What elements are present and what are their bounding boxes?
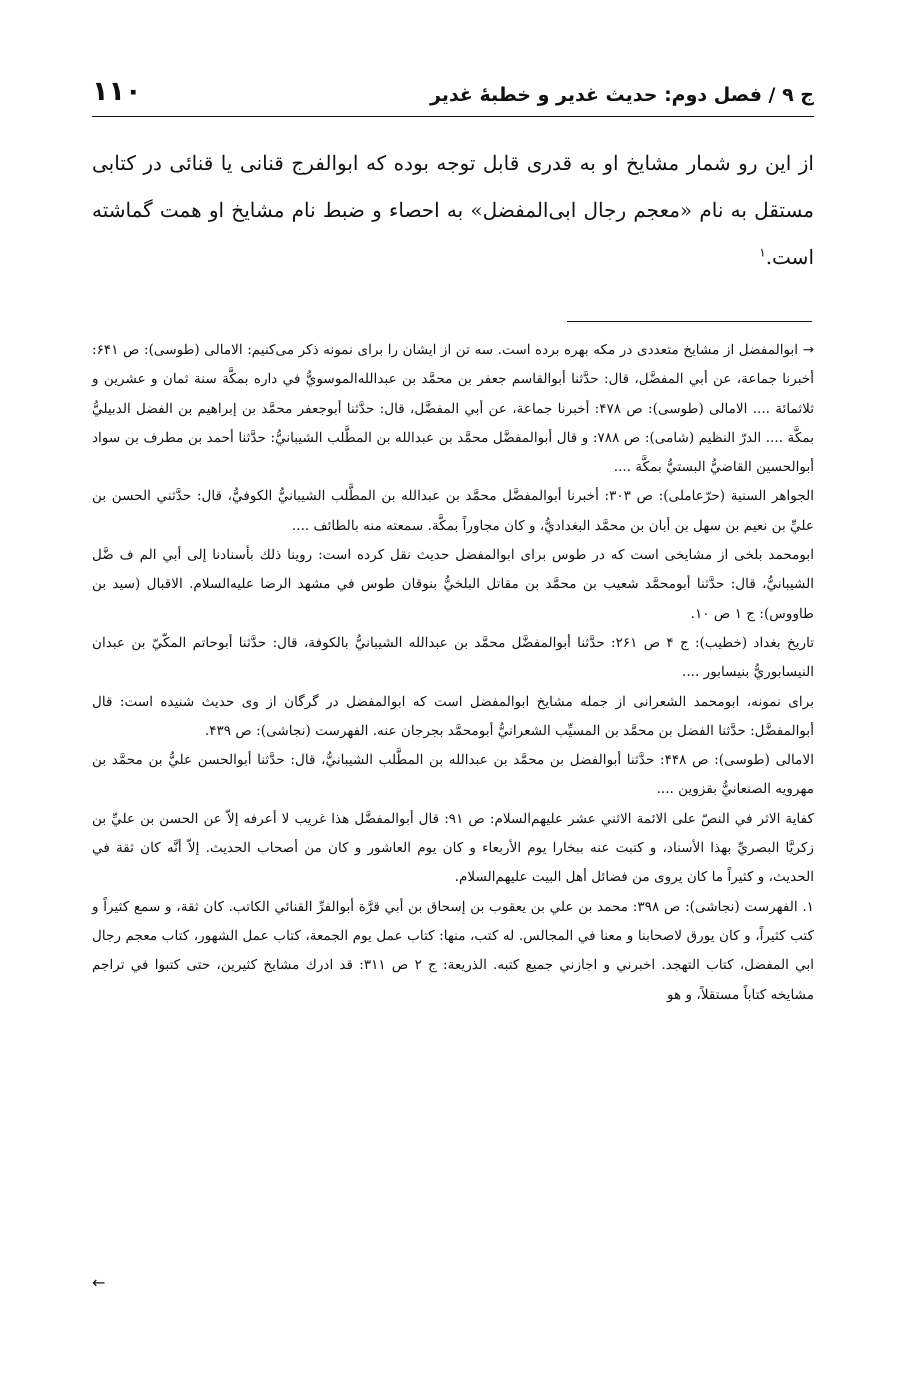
footnotes <box>92 336 814 1010</box>
footnote-paragraph: برای نمونه، ابومحمد الشعرانی از جمله مشایخ ابوالمفضل است که ابوالمفضل در گرگان از وی حدیث شنیده است: قال أبوالمفضَّل: حدَّثنا الفضل بن محمَّد بن المسيِّب الشعرانيُّ أبومحمَّد بجرجان عنه. الفهرست (نجاشی): ص ۴۳۹. <box>92 693 814 739</box>
footnote-paragraph: تاریخ بغداد (خطیب): ج ۴ ص ۲۶۱: حدَّثنا أبوالمفضَّل محمَّد بن عبدالله الشيبانيُّ بالكوفة، قال: حدَّثنا أبوحاتم المكّيّ بن عبدان النيسابوريُّ بنيسابور .... <box>92 634 814 681</box>
footnote-paragraph: الامالی (طوسی): ص ۴۴۸: حدَّثنا أبوالفضل بن محمَّد بن عبدالله بن المطَّلب الشيبانيُّ، قال: حدَّثنا أبوالحسن عليُّ بن محمَّد بن مهرويه الصنعانيُّ بقزوين .... <box>92 752 814 798</box>
header-rule <box>92 116 814 117</box>
footnote-1: ۱. الفهرست (نجاشی): ص ۳۹۸: محمد بن علي بن يعقوب بن إسحاق بن أبي قرَّة أبوالفرِّ القنائي الكاتب. كان ثقة، و سمع كثيراً و كتب كثيراً، و كان يورق لاصحابنا و معنا في المجالس. له كتب، منها: كتاب عمل يوم الجمعة، كتاب عمل الشهور، كتاب معجم رجال ابي المفضل، كتاب التهجد. اخبرني و اجازني جميع كتبه. الذريعة: ج ۲ ص ۳۱۱: قد ادرك مشايخ كثيرين، حتى كتبوا في تراجم مشايخه كتاباً مستقلاً، و هو <box>92 898 815 1003</box>
main-paragraph-text: از این رو شمار مشایخ او به قدری قابل توجه بوده که ابوالفرج قنانی یا قنائی در کتابی مستقل به نام «معجم رجال ابی‌المفضل» به احصاء و ضبط نام مشایخ او همت گماشته است. <box>92 151 814 269</box>
next-page-arrow-icon: ← <box>92 1273 106 1292</box>
main-paragraph <box>92 140 814 281</box>
page-header <box>92 70 814 112</box>
footnote-separator <box>567 321 812 322</box>
page-number: ۱۱۰ <box>92 76 142 107</box>
footnote-reference: ۱ <box>759 245 766 260</box>
footnote-paragraph: ابومحمد بلخی از مشایخی است که در طوس برای ابوالمفضل حدیث نقل کرده است: روينا ذلك بأسنادنا إلى أبي الم ف ضَّل الشيبانيُّ، قال: حدَّثنا أبومحمَّد شعيب بن محمَّد بن مقاتل البلخيُّ بنوقان طوس في مشهد الرضا عليه‌السلام. الاقبال (سید بن طاووس): ج ۱ ص ۱۰. <box>92 547 814 622</box>
running-head: ج ۹ / فصل دوم: حدیث غدیر و خطبهٔ غدیر <box>429 84 814 106</box>
footnote-paragraph: الجواهر السنية (حرّعاملی): ص ۳۰۳: أخبرنا أبوالمفضَّل محمَّد بن عبدالله بن المطَّلب الشيبانيُّ الكوفيُّ، قال: حدَّثني الحسن بن عليِّ بن نعيم بن سهل بن أبان بن محمَّد البغداديُّ، و كان مجاوراً بمكَّة. سمعته منه بالطائف .... <box>92 488 815 534</box>
footnote-paragraph: كفاية الاثر في النصّ على الائمة الاثني عشر عليهم‌السلام: ص ۹۱: قال أبوالمفضَّل هذا غريب لا أعرفه إلاّ عن الحسن بن عليِّ بن زكريَّا البصريِّ بهذا الأسناد، و كتبت عنه ببخارا يوم الأربعاء و كان يوم العاشور و كان من أصحاب الحديث. إلاّ أنَّه كان ثقة في الحديث، و كثيراً ما كان يروى من فضائل أهل البيت عليهم‌السلام. <box>92 810 814 886</box>
continuation-arrow-icon: → <box>802 342 814 358</box>
footnote-paragraph-text: ابوالمفضل از مشایخ متعددی در مکه بهره برده است. سه تن از ایشان را برای نمونه ذکر می‌کنیم: الامالی (طوسی): ص ۶۴۱: أخبرنا جماعة، عن أبي المفضَّل، قال: حدَّثنا أبوالقاسم جعفر بن محمَّد بن عبدالله‌الموسويُّ في داره بمكَّة سنة ثمان و عشرين و ثلاثمائة .... الامالی (طوسی): ص ۴۷۸: أخبرنا جماعة، عن أبي المفضَّل، قال: حدَّثنا أبوجعفر محمَّد بن إبراهيم بن الفضل الدبيليُّ بمكَّة .... الدرّ النظيم (شامی): ص ۷۸۸: و قال أبوالمفضَّل محمَّد بن عبدالله بن المطَّلب الشيبانيُّ: حدَّثنا أحمد بن مطرف بن سواد أبوالحسين القاضيُّ البستيُّ بمكَّة .... <box>92 342 814 476</box>
footnote-paragraph <box>92 336 814 482</box>
